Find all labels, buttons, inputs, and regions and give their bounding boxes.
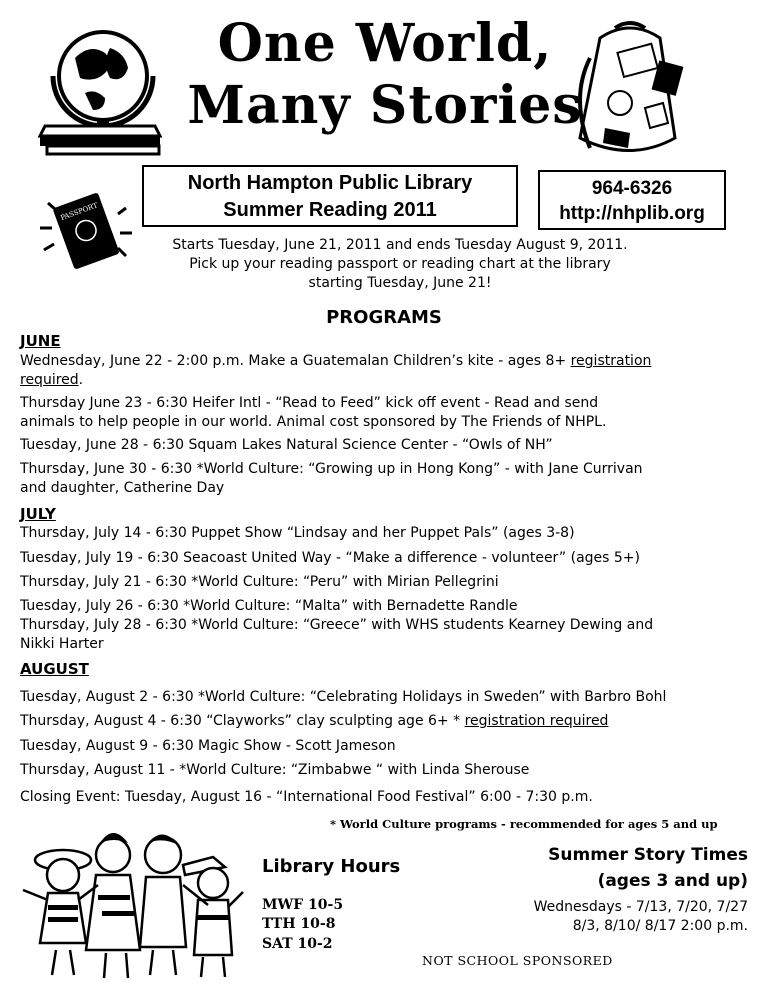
passport-icon (38, 188, 138, 278)
event-july-21: Thursday, July 21 - 6:30 *World Culture: “Peru” with Mirian Pellegrini (20, 574, 499, 590)
event-july-19: Tuesday, July 19 - 6:30 Seacoast United Way - “Make a difference - volunteer” (ages 5+) (20, 550, 640, 566)
intro-line-3: starting Tuesday, June 21! (308, 275, 492, 291)
event-aug-11: Thursday, August 11 - *World Culture: “Zimbabwe “ with Linda Sherouse (20, 762, 530, 778)
event-june-22-text: Wednesday, June 22 - 2:00 p.m. Make a Guatemalan Children’s kite - ages 8+ (20, 353, 571, 369)
website-url[interactable]: http://nhplib.org (559, 203, 705, 224)
hours-mwf: MWF 10-5 (262, 897, 344, 913)
hours-tth: TTH 10-8 (262, 916, 336, 932)
story-times-line1: Wednesdays - 7/13, 7/20, 7/27 (533, 899, 748, 915)
event-july-28-line1: Thursday, July 28 - 6:30 *World Culture: “Greece” with WHS students Kearney Dewing and (20, 617, 654, 633)
event-june-30 (20, 460, 745, 498)
library-name: North Hampton Public Library (187, 172, 473, 194)
programs-heading: PROGRAMS (326, 307, 442, 328)
event-june-28: Tuesday, June 28 - 6:30 Squam Lakes Natural Science Center - “Owls of NH” (20, 437, 553, 453)
month-july: JULY (20, 505, 56, 523)
event-aug-4-text: Thursday, August 4 - 6:30 “Clayworks” clay sculpting age 6+ * (20, 713, 465, 729)
library-hours-title: Library Hours (262, 856, 401, 877)
title-line-1: One World, (217, 13, 553, 74)
event-aug-2: Tuesday, August 2 - 6:30 *World Culture: “Celebrating Holidays in Sweden” with Barbro Bohl (20, 689, 667, 705)
story-times-schedule (470, 898, 748, 936)
event-aug-16: Closing Event: Tuesday, August 16 - “International Food Festival” 6:00 - 7:30 p.m. (20, 789, 593, 805)
month-august: AUGUST (20, 660, 89, 678)
children-group-icon (18, 815, 243, 985)
summer-reading-label: Summer Reading 2011 (223, 199, 437, 221)
registration-link-aug[interactable]: registration required (464, 713, 609, 729)
story-times-line2: 8/3, 8/10/ 8/17 2:00 p.m. (572, 918, 748, 934)
event-june-23-line2: animals to help people in our world. Animal cost sponsored by The Friends of NHPL. (20, 414, 607, 430)
sponsor-note: NOT SCHOOL SPONSORED (422, 953, 613, 968)
intro-line-2: Pick up your reading passport or reading chart at the library (189, 256, 611, 272)
event-aug-9: Tuesday, August 9 - 6:30 Magic Show - Scott Jameson (20, 738, 396, 754)
event-june-23-line1: Thursday June 23 - 6:30 Heifer Intl - “Read to Feed” kick off event - Read and send (20, 395, 599, 411)
backpack-icon (560, 18, 700, 163)
phone-number: 964-6326 (591, 178, 673, 199)
intro-line-1: Starts Tuesday, June 21, 2011 and ends Tuesday August 9, 2011. (172, 237, 628, 253)
passport-label: PASSPORT (59, 201, 99, 223)
registration-link-june[interactable]: registration (570, 353, 652, 369)
registration-link-june-cont[interactable]: required (20, 372, 79, 388)
title-line-2: Many Stories (187, 75, 583, 136)
event-june-30-line1: Thursday, June 30 - 6:30 *World Culture: “Growing up in Hong Kong” - with Jane Currivan (20, 461, 643, 477)
contact-box (538, 170, 726, 230)
event-june-30-line2: and daughter, Catherine Day (20, 480, 225, 496)
event-july-14: Thursday, July 14 - 6:30 Puppet Show “Lindsay and her Puppet Pals” (ages 3-8) (20, 525, 575, 541)
event-june-22 (20, 352, 745, 390)
event-july-28-line2: Nikki Harter (20, 636, 104, 652)
event-july-26: Tuesday, July 26 - 6:30 *World Culture: “Malta” with Bernadette Randle (20, 598, 518, 614)
story-times-title-line1: Summer Story Times (548, 845, 748, 865)
world-culture-note: * World Culture programs - recommended for ages 5 and up (330, 817, 718, 831)
month-june: JUNE (20, 332, 61, 350)
hours-sat: SAT 10-2 (262, 936, 333, 952)
event-aug-4 (20, 712, 745, 731)
event-june-23 (20, 394, 745, 432)
story-times-title-line2: (ages 3 and up) (597, 871, 748, 891)
intro-text (130, 236, 670, 293)
globe-books-icon (35, 18, 170, 158)
event-june-22-end: . (78, 372, 84, 388)
story-times-title (500, 842, 748, 894)
library-name-box (142, 165, 518, 227)
event-july-28 (20, 616, 745, 654)
